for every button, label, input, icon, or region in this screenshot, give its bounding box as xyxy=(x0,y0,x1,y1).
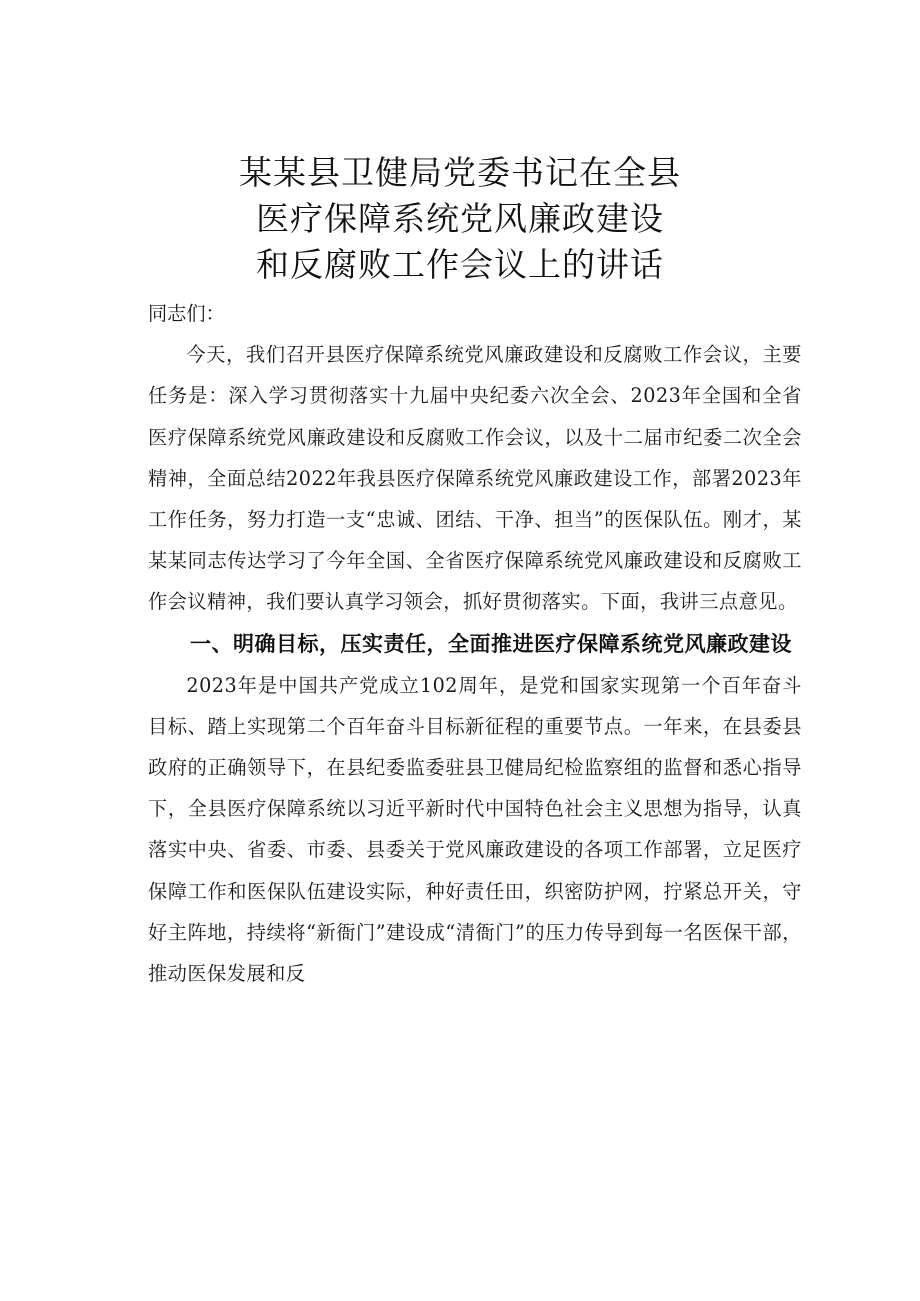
salutation: 同志们： xyxy=(148,302,225,325)
section-heading-1: 一、明确目标，压实责任，全面推进医疗保障系统党风廉政建设 xyxy=(190,631,792,656)
document-body xyxy=(148,293,802,994)
paragraph-intro: 今天，我们召开县医疗保障系统党风廉政建设和反腐败工作会议，主要任务是：深入学习贯彻落实十九届中央纪委六次全会、2023年全国和全省医疗保障系统党风廉政建设和反腐败工作会议，以及十二届市纪委二次全会精神，全面总结2022年我县医疗保障系统党风廉政建设工作，部署2023年工作任务，努力打造一支“忠诚、团结、干净、担当”的医保队伍。刚才，某某某同志传达学习了今年全国、全省医疗保障系统党风廉政建设和反腐败工作会议精神，我们要认真学习领会，抓好贯彻落实。下面，我讲三点意见。 xyxy=(148,343,802,614)
title-line-1: 某某县卫健局党委书记在全县 xyxy=(239,153,681,192)
document-title xyxy=(0,150,920,288)
title-line-3: 和反腐败工作会议上的讲话 xyxy=(256,245,664,284)
title-line-2: 医疗保障系统党风廉政建设 xyxy=(256,199,664,238)
paragraph-section-1: 2023年是中国共产党成立102周年，是党和国家实现第一个百年奋斗目标、踏上实现第二个百年奋斗目标新征程的重要节点。一年来，在县委县政府的正确领导下，在县纪委监委驻县卫健局纪检监察组的监督和悉心指导下，全县医疗保障系统以习近平新时代中国特色社会主义思想为指导，认真落实中央、省委、市委、县委关于党风廉政建设的各项工作部署，立足医疗保障工作和医保队伍建设实际，种好责任田，织密防护网，拧紧总开关，守好主阵地，持续将“新衙门”建设成“清衙门”的压力传导到每一名医保干部，推动医保发展和反 xyxy=(148,673,802,986)
